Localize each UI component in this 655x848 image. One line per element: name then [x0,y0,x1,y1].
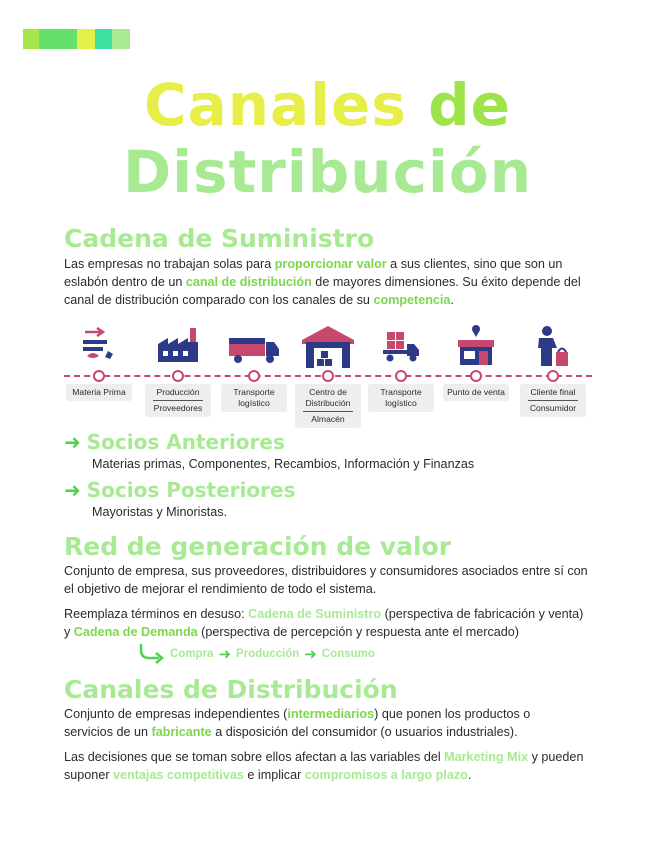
chain-label [221,384,287,412]
text: Las decisiones que se toman sobre ellos afectan a las variables del [64,750,445,764]
strip-swatch [77,29,95,49]
socios-anteriores-heading [64,430,285,454]
section-heading-cadena: Cadena de Suministro [64,224,375,253]
text: de mayores dimensiones. Su éxito depende del canal de distribución comparado con los canales de su [64,275,581,307]
chain-label [443,384,509,401]
socios-posteriores-heading [64,478,295,502]
highlight: Cadena de Suministro [248,607,382,621]
cadena-paragraph [64,255,584,309]
strip-swatch [112,29,130,49]
text: Conjunto de empresas independientes ( [64,707,288,721]
section-heading-red: Red de generación de valor [64,532,452,561]
arrow-right-icon: ➜ [64,430,81,454]
arrow-right-icon: ➜ [218,646,232,663]
flow-step: Consumo [321,648,375,660]
flow-step: Producción [236,648,300,660]
text: (perspectiva de fabricación y venta) y [64,607,584,639]
chain-dot [395,370,407,382]
highlight: Marketing Mix [444,750,529,764]
strip-swatch [23,29,39,49]
heading-text: Socios Anteriores [86,430,285,454]
socios-anteriores-text: Materias primas, Componentes, Recambios, Información y Finanzas [92,457,475,471]
arrow-right-icon: ➜ [64,478,81,502]
label-divider [303,411,353,412]
highlight: compromisos a largo plazo [304,768,468,782]
text: y pueden suponer [64,750,584,782]
customer-icon [531,324,575,373]
chain-label-text: Transporte logístico [233,387,275,408]
text: a disposición del consumidor (o usuarios industriales). [211,725,518,739]
canales-paragraph-1 [64,705,574,741]
text: . [467,768,472,782]
curved-arrow-icon [139,644,165,664]
factory-icon [154,324,202,371]
chain-dot [470,370,482,382]
heading-text: Socios Posteriores [86,478,296,502]
red-paragraph-1: Conjunto de empresa, sus proveedores, distribuidores y consumidores asociados entre sí con el objetivo de mejorar el rendimiento de todo el sistema. [64,564,588,596]
strip-swatch [39,29,77,49]
text: a sus clientes, sino que son un eslabón dentro de un [64,257,563,289]
color-strip [23,29,130,49]
flow-step: Compra [170,648,214,660]
highlight: competencia [373,293,451,307]
chain-label [520,384,586,417]
supply-chain-diagram [64,320,592,425]
text: Reemplaza términos en desuso: [64,607,249,621]
chain-dot [93,370,105,382]
chain-label [368,384,434,412]
text: (perspectiva de percepción y respuesta ante el mercado) [197,625,520,639]
chain-label-text: Proveedores [153,403,203,413]
arrow-right-icon: ➜ [304,646,317,663]
chain-dot [248,370,260,382]
text: Las empresas no trabajan solas para [64,257,275,271]
chain-dot [547,370,559,382]
chain-label [66,384,132,401]
title-word-canales: Canales [144,71,407,139]
chain-label-text: Centro de Distribución [305,387,351,408]
highlight: ventajas competitivas [113,768,244,782]
chain-label-text: Punto de venta [447,387,505,397]
chain-label-text: Transporte logístico [380,387,422,408]
label-divider [528,400,578,401]
warehouse-icon [300,324,356,375]
highlight: Cadena de Demanda [73,625,198,639]
store-icon [454,324,498,373]
chain-label [295,384,361,428]
section-heading-canales: Canales de Distribución [64,675,398,704]
chain-label-text: Consumidor [529,403,577,413]
chain-dot [172,370,184,382]
red-paragraph-2 [64,605,592,641]
chain-dot [322,370,334,382]
chain-label [145,384,211,417]
chain-label-text: Cliente final [530,387,576,397]
strip-swatch [95,29,112,49]
chain-label-text: Almacén [311,414,345,424]
highlight: fabricante [151,725,212,739]
canales-paragraph-2 [64,748,584,784]
highlight: intermediarios [287,707,375,721]
chain-label-text: Producción [156,387,200,397]
socios-posteriores-text: Mayoristas y Minoristas. [92,505,228,519]
delivery-truck-icon [379,324,423,371]
text: e implicar [243,768,305,782]
label-divider [153,400,203,401]
page-title-line2: Distribución [123,138,532,206]
title-word-de: de [428,71,511,139]
text: ) que ponen los productos o servicios de un [64,707,531,739]
flow-compra-produccion-consumo [139,643,375,665]
chain-label-text: Materia Prima [72,387,126,397]
raw-materials-icon [77,324,121,369]
text: . [450,293,454,307]
truck-icon [226,324,282,371]
highlight: canal de distribución [185,275,312,289]
page-title-line1 [0,72,655,138]
highlight: proporcionar valor [274,257,387,271]
